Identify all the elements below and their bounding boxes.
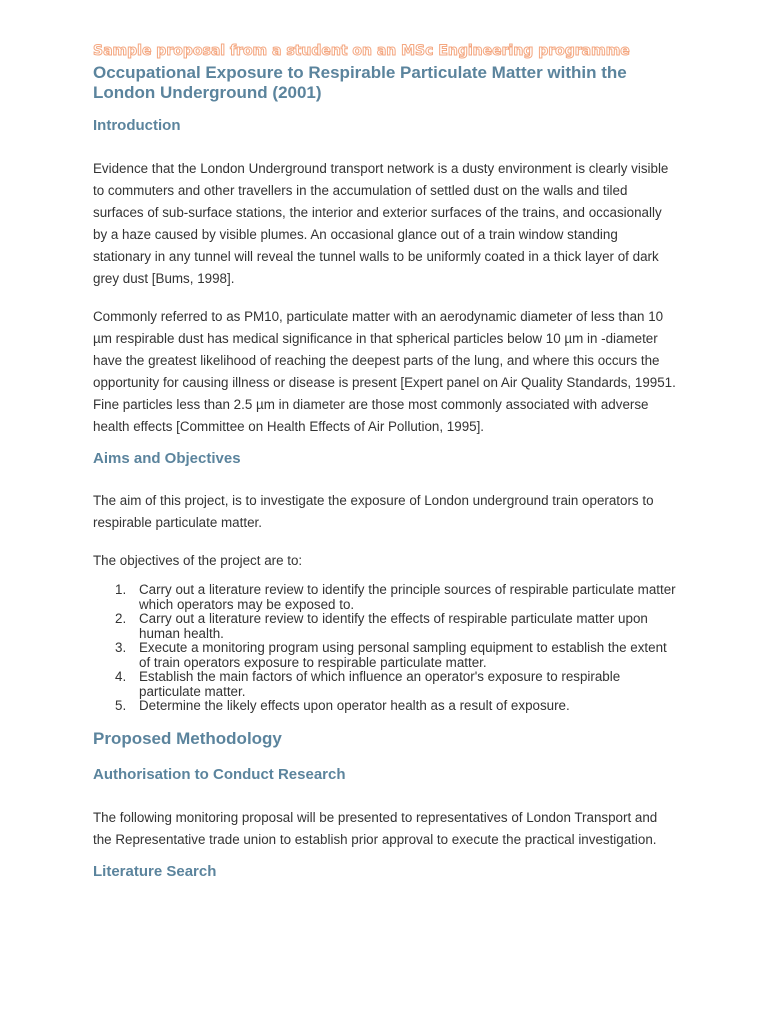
list-text: Carry out a literature review to identify the effects of respirable particulate matter upon human health.: [139, 611, 648, 641]
introduction-paragraph-2: Commonly referred to as PM10, particulate matter with an aerodynamic diameter of less than 10 µm respirable dust has medical significance in that spherical particles below 10 µm in -diameter have the greatest likelihood of reaching the deepest parts of the lung, and where this occurs the opportunity for causing illness or disease is present [Expert panel on Air Quality Standards, 19951. Fine particles less than 2.5 µm in diameter are those most commonly associated with adverse health effects [Committee on Health Effects of Air Pollution, 1995].: [93, 309, 676, 434]
aim-paragraph: The aim of this project, is to investigate the exposure of London underground train operators to respirable particulate matter.: [93, 493, 654, 530]
authorisation-heading: Authorisation to Conduct Research: [93, 765, 346, 783]
introduction-heading: Introduction: [93, 117, 181, 134]
list-number: 1.: [115, 582, 127, 597]
literature-search-heading: Literature Search: [93, 862, 217, 880]
document-title: Occupational Exposure to Respirable Particulate Matter within the London Underground (2001): [93, 63, 627, 102]
aims-heading: Aims and Objectives: [93, 450, 241, 467]
list-number: 3.: [115, 640, 127, 655]
authorisation-paragraph: The following monitoring proposal will be presented to representatives of London Transport and the Representative trade union to establish prior approval to execute the practical investigation.: [93, 809, 658, 847]
outline-title: Sample proposal from a student on an MSc Engineering programme: [93, 43, 630, 59]
document-page: [93, 40, 678, 881]
list-item: [93, 612, 678, 641]
list-text: Execute a monitoring program using personal sampling equipment to establish the extent of train operators exposure to respirable particulate matter.: [139, 640, 667, 670]
list-item: [93, 641, 678, 670]
list-number: 5.: [115, 698, 127, 713]
list-number: 2.: [115, 611, 127, 626]
list-text: Carry out a literature review to identify the principle sources of respirable particulate matter which operators may be exposed to.: [139, 582, 676, 612]
list-number: 4.: [115, 669, 127, 684]
objectives-list: [93, 583, 678, 714]
list-text: Determine the likely effects upon operator health as a result of exposure.: [139, 698, 570, 713]
list-item: [93, 670, 678, 699]
list-text: Establish the main factors of which influence an operator's exposure to respirable particulate matter.: [139, 669, 621, 699]
objectives-intro: The objectives of the project are to:: [93, 553, 303, 568]
introduction-paragraph-1: Evidence that the London Underground transport network is a dusty environment is clearly visible to commuters and other travellers in the accumulation of settled dust on the walls and tiled surfaces of sub-surface stations, the interior and exterior surfaces of the trains, and occasionally by a haze caused by visible plumes. An occasional glance out of a train window standing stationary in any tunnel will reveal the tunnel walls to be uniformly coated in a thick layer of dark grey dust [Bums, 1998].: [93, 161, 669, 286]
list-item: [93, 699, 678, 714]
methodology-heading: Proposed Methodology: [93, 728, 282, 748]
list-item: [93, 583, 678, 612]
